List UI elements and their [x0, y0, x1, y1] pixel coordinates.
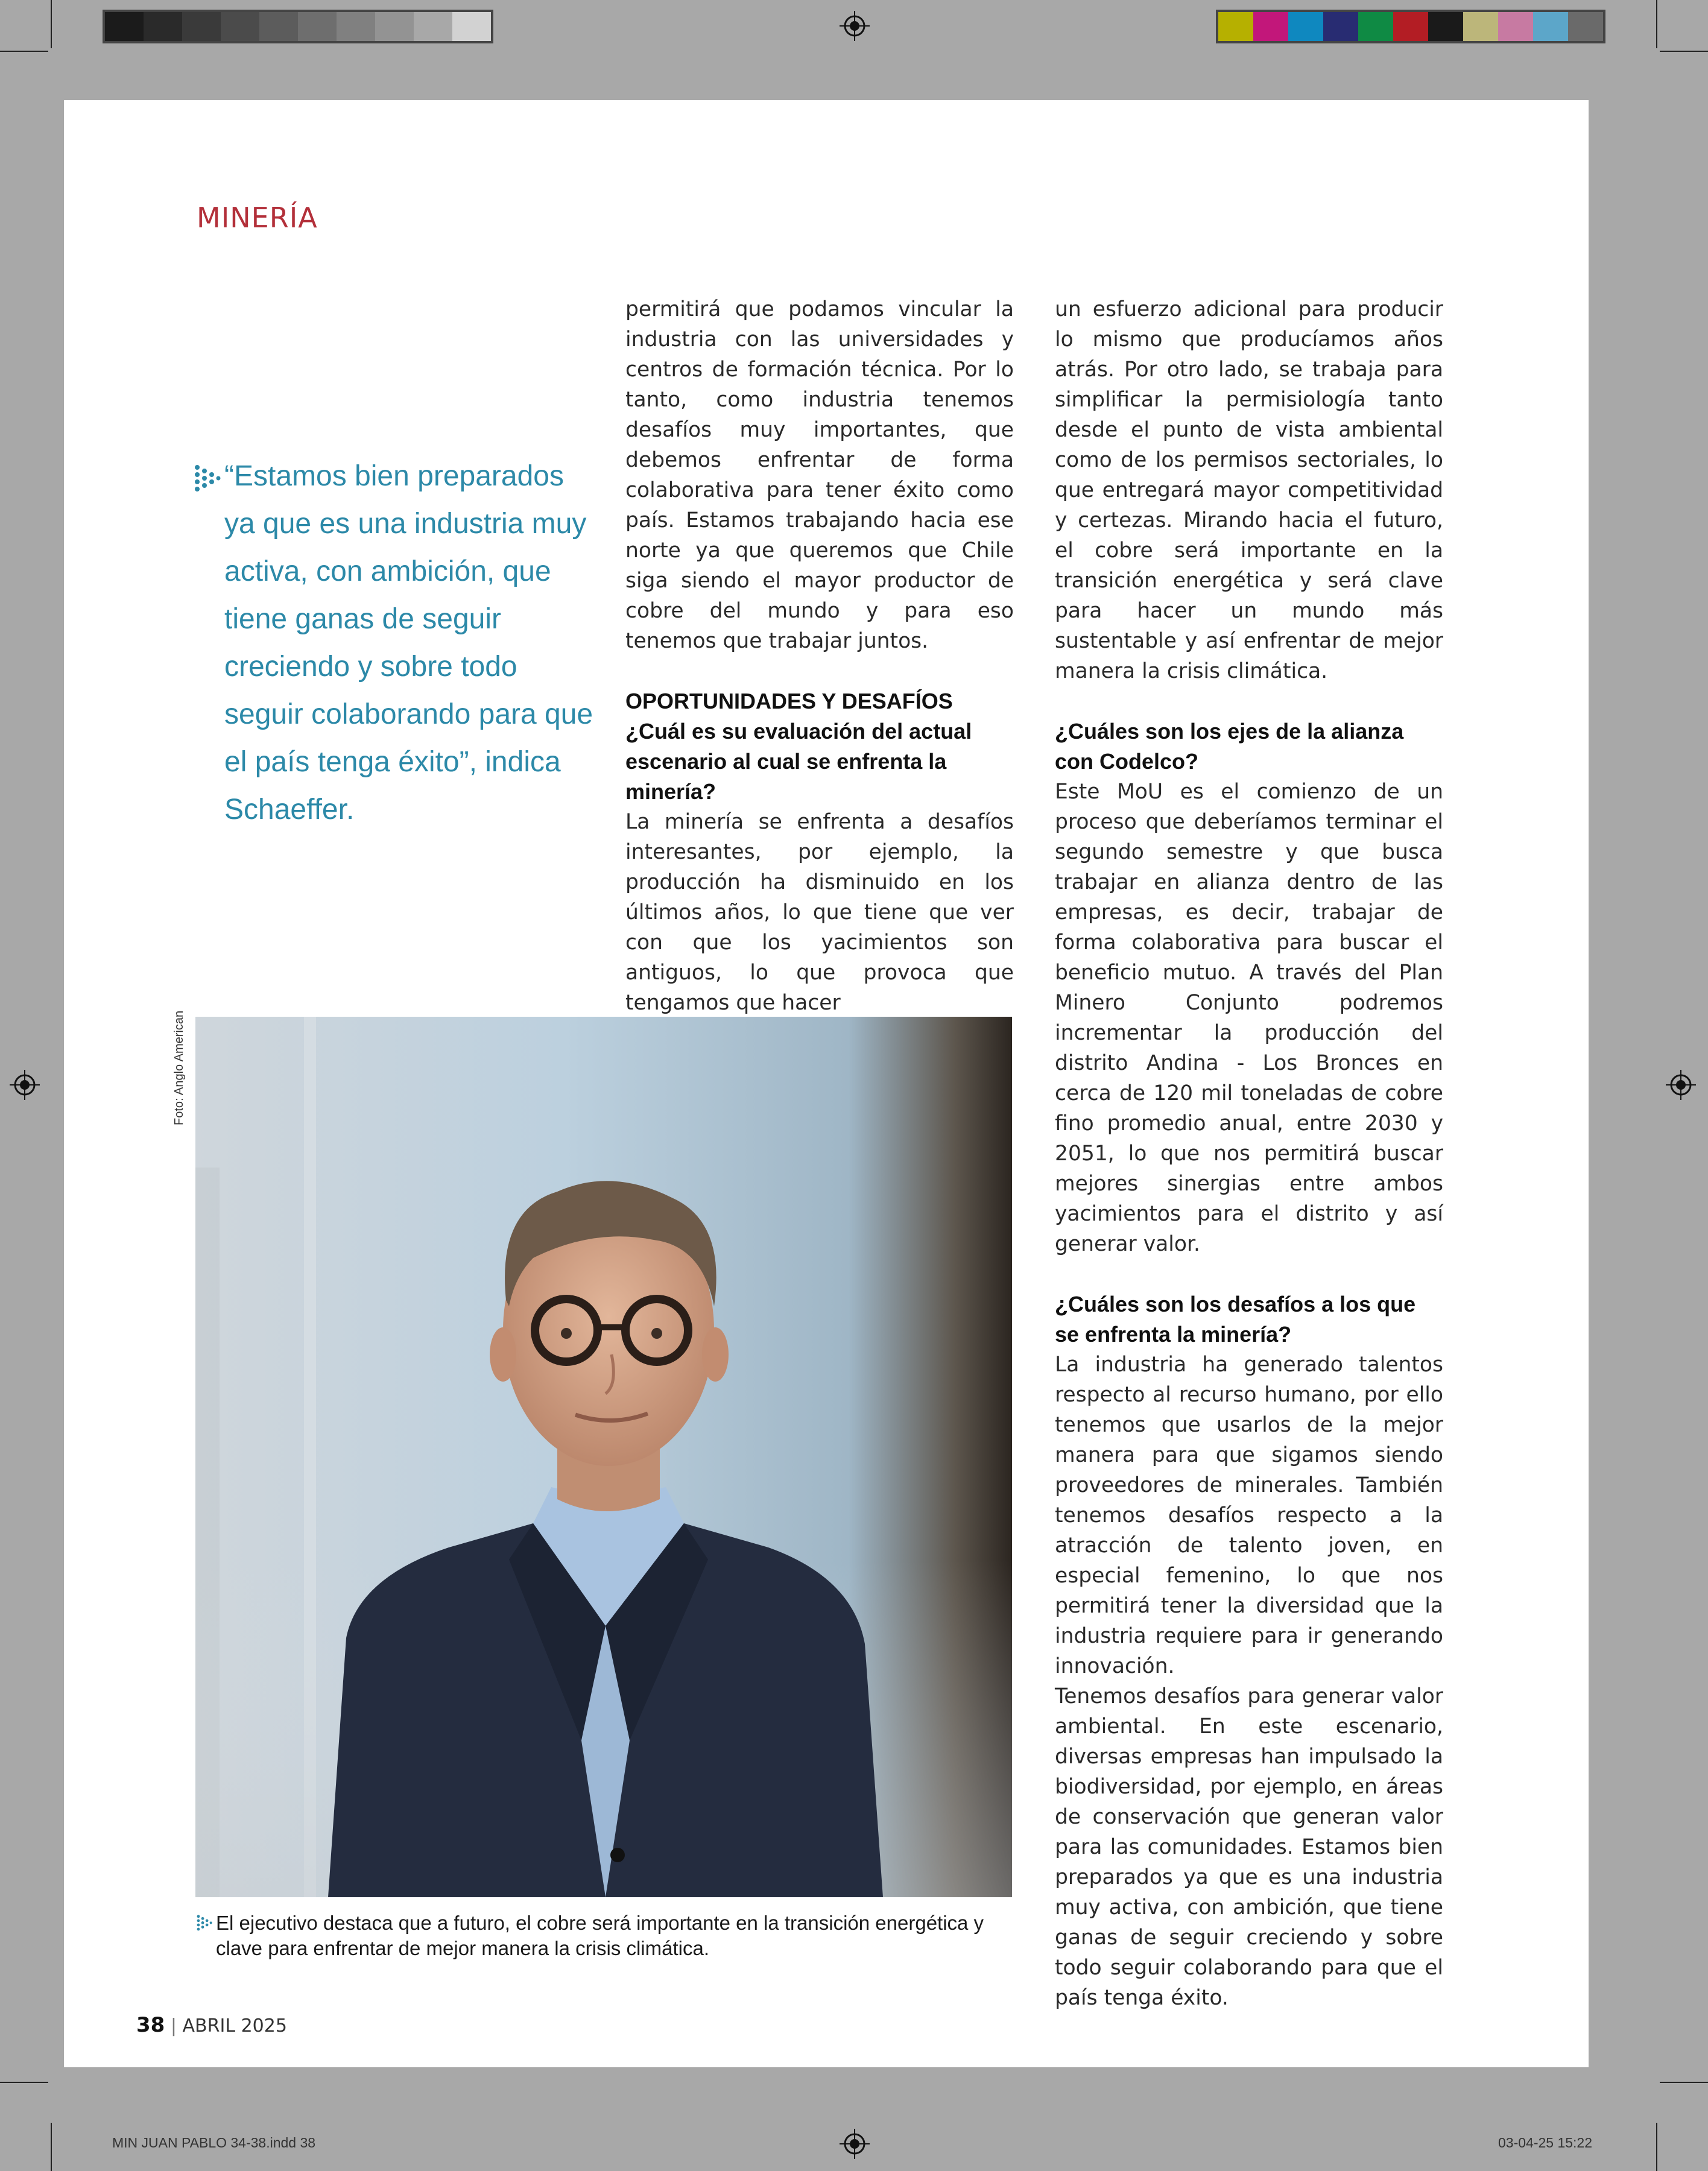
color-swatch [1218, 12, 1253, 41]
dots-bullet-icon [197, 1914, 212, 1932]
grey-swatch [144, 12, 182, 41]
page-number: 38 [136, 2013, 165, 2037]
registration-mark-icon [1666, 1070, 1696, 1100]
folio-separator: | [170, 2015, 177, 2037]
color-swatch [1568, 12, 1603, 41]
grey-swatch [375, 12, 414, 41]
crop-mark [51, 0, 52, 48]
grey-swatch [414, 12, 452, 41]
grey-swatch [298, 12, 337, 41]
section-heading: OPORTUNIDADES Y DESAFÍOS [625, 689, 953, 713]
body-paragraph: Este MoU es el comienzo de un proceso que deberíamos terminar el segundo semestre y que busca trabajar en alianza dentro de las empresas, es decir, trabajar de forma colaborativa para buscar el beneficio mutuo. A través del Plan Minero Conjunto podremos incrementar la producción del distrito Andina - Los Bronces en cerca de 120 mil toneladas de cobre fino promedio anual, entre 2030 y 2051, lo que nos permitirá buscar mejores sinergias entre ambos yacimientos para el distrito y así generar valor. [1055, 780, 1443, 1256]
portrait-photo [195, 1017, 1012, 1897]
grey-swatch [337, 12, 375, 41]
photo-caption: El ejecutivo destaca que a futuro, el cobre será importante en la transición energética y clave para enfrentar de mejor manera la crisis climática. [216, 1912, 984, 1959]
body-paragraph: La industria ha generado talentos respecto al recurso humano, por ello tenemos que usarlos de la mejor manera para que sigamos siendo proveedores de minerales. También tenemos desafíos respecto a la atracción de talento joven, en especial femenino, lo que nos permitirá tener la diversidad que la industria requiere para ir generando innovación. [1055, 1353, 1443, 1678]
article-column-middle [625, 294, 1014, 1018]
registration-mark-icon [840, 2129, 870, 2159]
registration-mark-icon [840, 11, 870, 41]
color-swatch [1533, 12, 1568, 41]
issue-date: ABRIL 2025 [182, 2015, 287, 2037]
grey-swatch [221, 12, 259, 41]
slug-timestamp: 03-04-25 15:22 [1498, 2135, 1593, 2150]
crop-mark [1656, 2123, 1657, 2171]
pull-quote: “Estamos bien preparados ya que es una industria muy activa, con ambición, que tiene ganas de seguir creciendo y sobre todo seguir colaborando para que el país tenga éxito”, indica Schaeffer. [224, 460, 593, 826]
grey-swatch [452, 12, 491, 41]
interview-question: ¿Cuáles son los desafíos a los que se enfrenta la minería? [1055, 1292, 1416, 1347]
registration-mark-icon [10, 1070, 40, 1100]
crop-mark [1660, 51, 1708, 52]
crop-mark [1656, 0, 1657, 48]
grey-color-bar [103, 10, 493, 43]
color-swatch [1288, 12, 1323, 41]
grey-swatch [259, 12, 298, 41]
interview-question: ¿Cuál es su evaluación del actual escenario al cual se enfrenta la minería? [625, 719, 972, 804]
crop-mark [0, 2082, 48, 2083]
photo-credit: Foto: Anglo American [172, 1010, 186, 1125]
article-column-right [1055, 294, 1443, 2013]
section-label: MINERÍA [197, 201, 318, 234]
color-swatch [1323, 12, 1358, 41]
color-swatch [1498, 12, 1533, 41]
color-swatch [1428, 12, 1463, 41]
process-color-bar [1216, 10, 1605, 43]
color-swatch [1253, 12, 1288, 41]
slug-filename: MIN JUAN PABLO 34-38.indd 38 [112, 2135, 316, 2150]
body-paragraph: permitirá que podamos vincular la industria con las universidades y centros de formación técnica. Por lo tanto, como industria tenemos desafíos muy importantes, que debemos enfrentar de forma colaborativa para tener éxito como país. Estamos trabajando hacia ese norte ya que queremos que Chile siga siendo el mayor productor de cobre del mundo y para eso tenemos que trabajar juntos. [625, 297, 1014, 653]
crop-mark [51, 2123, 52, 2171]
dots-bullet-icon [194, 464, 221, 493]
grey-swatch [182, 12, 221, 41]
crop-mark [1660, 2082, 1708, 2083]
color-swatch [1393, 12, 1428, 41]
color-swatch [1463, 12, 1498, 41]
grey-swatch [105, 12, 144, 41]
interview-question: ¿Cuáles son los ejes de la alianza con Codelco? [1055, 719, 1404, 774]
folio [136, 2013, 287, 2037]
crop-mark [0, 51, 48, 52]
body-paragraph: un esfuerzo adicional para producir lo mismo que producíamos años atrás. Por otro lado, se trabaja para simplificar la permisiología tanto desde el punto de vista ambiental como de los permisos sectoriales, lo que entregará mayor competitividad y certezas. Mirando hacia el futuro, el cobre será importante en la transición energética y será clave para hacer un mundo más sustentable y así enfrentar de mejor manera la crisis climática. [1055, 297, 1443, 683]
body-paragraph: Tenemos desafíos para generar valor ambiental. En este escenario, diversas empresas han impulsado la biodiversidad, por ejemplo, en áreas de conservación que generan valor para las comunidades. Estamos bien preparados ya que es una industria muy activa, con ambición, que tiene ganas de seguir creciendo y sobre todo seguir colaborando para que el país tenga éxito. [1055, 1684, 1443, 2010]
color-swatch [1358, 12, 1393, 41]
body-paragraph: La minería se enfrenta a desafíos interesantes, por ejemplo, la producción ha disminuido en los últimos años, lo que tiene que ver con que los yacimientos son antiguos, lo que provoca que tengamos que hacer [625, 810, 1014, 1015]
magazine-page [64, 100, 1589, 2067]
